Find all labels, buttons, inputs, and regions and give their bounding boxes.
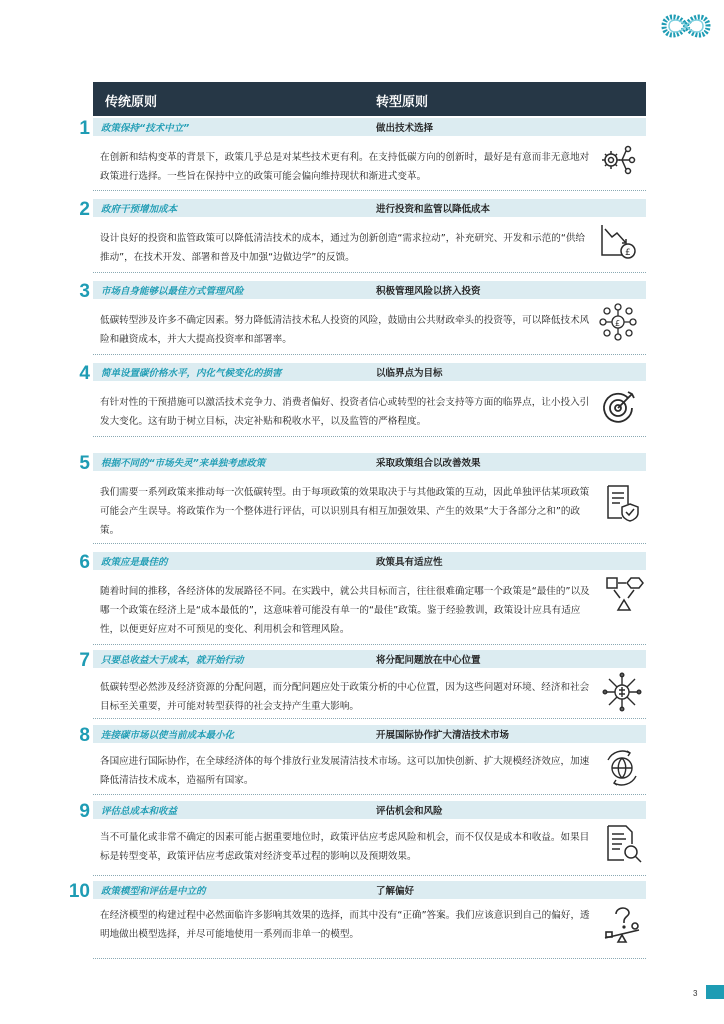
principle-description: 有针对性的干预措施可以激活技术竞争力、消费者偏好、投资者信心或转型的社会支持等方面的临界点，让小投入引发大变化。这有助于树立目标，决定补贴和税收水平，以及监管的严格程度。 (100, 397, 590, 427)
page-marker (706, 985, 724, 999)
principle-description: 低碳转型涉及许多不确定因素。努力降低清洁技术私人投资的风险，鼓励由公共财政牵头的投资等，可以降低技术风险和融资成本，并大大提高投资率和部署率。 (100, 315, 590, 345)
page-number: 3 (693, 989, 698, 998)
principle-description: 各国应进行国际协作，在全球经济体的每个排放行业发展清洁技术市场。这可以加快创新、扩大规模经济效应，加速降低清洁技术成本，造福所有国家。 (100, 756, 590, 786)
principle-description: 低碳转型必然涉及经济资源的分配问题，而分配问题应处于政策分析的中心位置，因为这些问题对环境、经济和社会目标至关重要，并可能对转型获得的社会支持产生重大影响。 (100, 682, 590, 712)
traditional-principle: 政策模型和评估是中立的 (101, 886, 206, 897)
row-separator (93, 718, 646, 719)
svg-text:£: £ (625, 248, 631, 258)
traditional-principle: 政策应是最佳的 (101, 557, 168, 568)
principle-band (93, 118, 646, 136)
transformational-principle: 开展国际协作扩大清洁技术市场 (376, 730, 510, 741)
globe-cycle-icon (602, 748, 642, 788)
traditional-principle: 市场自身能够以最佳方式管理风险 (101, 286, 244, 297)
principle-band (93, 725, 646, 743)
traditional-principle: 评估总成本和收益 (101, 806, 178, 817)
distribution-hub-icon (602, 672, 642, 712)
traditional-principle: 根据不同的“市场失灵”来单独考虑政策 (101, 458, 266, 469)
transformational-principle: 进行投资和监管以降低成本 (376, 204, 491, 215)
transformational-principle: 评估机会和风险 (376, 806, 443, 817)
principle-band (93, 281, 646, 299)
principle-band (93, 650, 646, 668)
traditional-principle: 政府干预增加成本 (101, 204, 178, 215)
investment-network-icon (598, 302, 638, 342)
row-separator (93, 190, 646, 191)
svg-text:£: £ (615, 319, 621, 328)
principle-band (93, 801, 646, 819)
document-search-icon (604, 824, 644, 864)
row-number: 6 (79, 552, 90, 573)
transformational-principle: 做出技术选择 (376, 123, 434, 134)
row-separator (93, 543, 646, 544)
principle-band (93, 552, 646, 570)
logo-icon (660, 10, 712, 42)
transformational-principle: 以临界点为目标 (376, 368, 443, 379)
row-number: 5 (79, 453, 90, 474)
row-separator (93, 958, 646, 959)
shapes-cycle-icon (604, 574, 644, 614)
question-balance-icon (602, 906, 642, 946)
transformational-principle: 了解偏好 (376, 886, 415, 897)
transformational-principle: 将分配问题放在中心位置 (376, 655, 481, 666)
principle-description: 随着时间的推移，各经济体的发展路径不同。在实践中，就公共目标而言，往往很难确定哪一个政策是“最佳的”以及哪一个政策在经济上是“成本最低的”，这意味着可能没有单一的“最佳”政策。鉴于经验教训，政策设计应具有适应性，以便更好应对不可预见的变化、利用机会和管理风险。 (100, 586, 590, 635)
principle-description: 我们需要一系列政策来推动每一次低碳转型。由于每项政策的效果取决于与其他政策的互动，因此单独评估某项政策可能会产生误导。将政策作为一个整体进行评估，可以识别具有相互加强效果、产生的效果“大于各部分之和”的政策。 (100, 487, 590, 536)
traditional-principle: 只要总收益大于成本，就开始行动 (101, 655, 244, 666)
traditional-principle: 连接碳市场以使当前成本最小化 (101, 730, 235, 741)
row-number: 2 (79, 199, 90, 220)
row-separator (93, 794, 646, 795)
principle-band (93, 453, 646, 471)
row-number: 4 (79, 363, 90, 384)
row-separator (93, 354, 646, 355)
table-header (93, 82, 646, 116)
gear-network-icon (598, 140, 638, 180)
row-number: 10 (68, 881, 90, 902)
header-traditional: 传统原则 (105, 95, 158, 110)
traditional-principle: 政策保持“技术中立” (101, 123, 190, 134)
principle-description: 当不可量化或非常不确定的因素可能占据重要地位时，政策评估应考虑风险和机会，而不仅仅是成本和收益。如果目标是转型变革，政策评估应考虑政策对经济变革过程的影响以及预期效果。 (100, 832, 590, 862)
traditional-principle: 简单设置碳价格水平，内化气候变化的损害 (101, 368, 282, 379)
target-icon (598, 386, 638, 426)
principle-band (93, 199, 646, 217)
principle-description: 设计良好的投资和监管政策可以降低清洁技术的成本，通过为创新创造“需求拉动”，补充研究、开发和示范的“供给推动”，在技术开发、部署和普及中加强“边做边学”的反馈。 (100, 233, 586, 263)
row-separator (93, 272, 646, 273)
transformational-principle: 政策具有适应性 (376, 557, 443, 568)
row-number: 9 (79, 801, 90, 822)
row-separator (93, 644, 646, 645)
principle-description: 在创新和结构变革的背景下，政策几乎总是对某些技术更有利。在支持低碳方向的创新时，最好是有意而非无意地对政策进行选择。一些旨在保持中立的政策可能会偏向维持现状和渐进式变革。 (100, 152, 590, 182)
principle-band (93, 881, 646, 899)
row-number: 8 (79, 725, 90, 746)
row-separator (93, 875, 646, 876)
policy-document-icon (602, 482, 642, 522)
row-number: 7 (79, 650, 90, 671)
cost-down-icon (598, 221, 638, 261)
principle-band (93, 363, 646, 381)
header-transformational: 转型原则 (376, 95, 429, 110)
row-separator (93, 436, 646, 437)
transformational-principle: 积极管理风险以挤入投资 (376, 286, 481, 297)
principle-description: 在经济模型的构建过程中必然面临许多影响其效果的选择，而其中没有“正确”答案。我们应该意识到自己的偏好，透明地做出模型选择，并尽可能地使用一系列而非单一的模型。 (100, 910, 590, 940)
transformational-principle: 采取政策组合以改善效果 (376, 458, 481, 469)
row-number: 1 (79, 118, 90, 139)
row-number: 3 (79, 281, 90, 302)
